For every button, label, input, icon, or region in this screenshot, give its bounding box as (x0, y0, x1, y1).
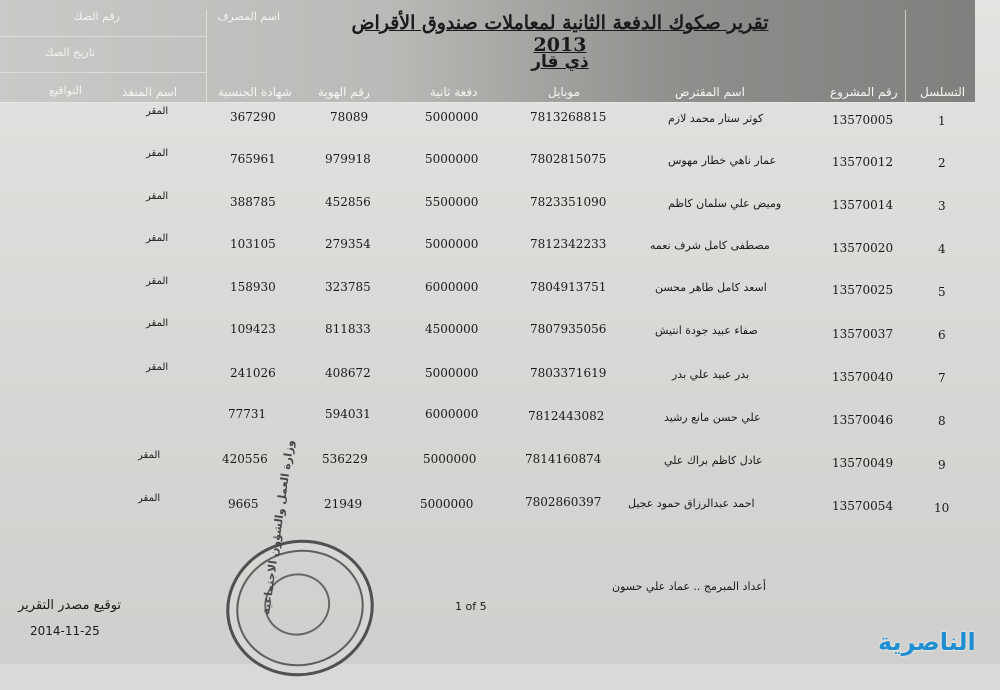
serial-cell: 9 (938, 458, 946, 472)
project-cell: 13570005 (832, 113, 894, 127)
header-divider (0, 36, 206, 37)
mobile-cell: 7813268815 (530, 110, 607, 124)
header-bottom-rule (0, 102, 975, 103)
name-cell: اسعد كامل طاهر محسن (655, 281, 767, 294)
nationality-cell: 77731 (228, 407, 267, 421)
payment-cell: 5000000 (423, 452, 477, 466)
mobile-cell: 7812443082 (528, 409, 605, 423)
executor-cell: المقر (146, 276, 169, 287)
id-cell: 536229 (322, 452, 368, 466)
id-cell: 21949 (324, 497, 363, 511)
serial-cell: 8 (938, 414, 946, 428)
id-cell: 594031 (325, 407, 371, 421)
id-cell: 279354 (325, 237, 371, 251)
project-cell: 13570040 (832, 370, 894, 384)
cheque-number-label: رقم الصك (73, 10, 120, 23)
executor-cell: المقر (146, 106, 169, 117)
serial-cell: 4 (938, 242, 946, 256)
nationality-cell: 388785 (230, 195, 276, 209)
name-cell: علي حسن مانع رشيد (664, 411, 761, 424)
name-cell: وميض علي سلمان كاظم (668, 197, 782, 210)
payment-cell: 5000000 (425, 110, 479, 124)
mobile-cell: 7814160874 (525, 452, 602, 466)
executor-cell: المقر (146, 233, 169, 244)
serial-cell: 7 (938, 371, 946, 385)
signatures-label: التواقيع (49, 84, 82, 97)
col-serial: التسلسل (920, 85, 966, 99)
project-cell: 13570020 (832, 241, 894, 255)
table-row (0, 409, 1000, 429)
id-cell: 408672 (325, 366, 371, 380)
watermark-logo: الناصرية (878, 628, 976, 656)
nationality-cell: 367290 (230, 110, 276, 124)
executor-cell: المقر (146, 318, 169, 329)
name-cell: بدر عبيد علي بدر (672, 368, 750, 381)
payment-cell: 4500000 (425, 322, 479, 336)
mobile-cell: 7823351090 (530, 195, 607, 209)
table-row (0, 148, 1000, 172)
header-divider (206, 10, 207, 102)
serial-cell: 6 (938, 328, 946, 342)
nationality-cell: 9665 (228, 497, 259, 511)
col-project-number: رقم المشروع (830, 85, 898, 99)
project-cell: 13570037 (832, 327, 894, 341)
table-row (0, 106, 1000, 130)
name-cell: مصطفى كامل شرف نعمه (650, 239, 770, 252)
nationality-cell: 765961 (230, 152, 276, 166)
payment-cell: 6000000 (425, 280, 479, 294)
executor-cell: المقر (146, 191, 169, 202)
id-cell: 811833 (325, 322, 371, 336)
col-borrower-name: اسم المقترض (675, 85, 745, 99)
header-divider (905, 10, 906, 102)
col-mobile: موبايل (548, 85, 581, 99)
nationality-cell: 109423 (230, 322, 276, 336)
col-executor-name: اسم المنفذ (122, 85, 178, 99)
report-title: تقرير صكوك الدفعة الثانية لمعاملات صندوق الأقراض 2013 (351, 12, 769, 56)
payment-cell: 6000000 (425, 407, 479, 421)
project-cell: 13570049 (832, 456, 894, 470)
report-signature-label: توقيع مصدر التقرير (18, 598, 122, 613)
stamp-text: وزارة العمل والشؤون الاجتماعية (259, 439, 297, 616)
serial-cell: 5 (938, 285, 946, 299)
header-divider (0, 72, 206, 73)
mobile-cell: 7807935056 (530, 322, 607, 336)
governorate-subtitle: ذي قار (531, 52, 589, 72)
payment-cell: 5500000 (425, 195, 479, 209)
project-cell: 13570054 (832, 499, 894, 513)
name-cell: احمد عبدالرزاق حمود عجيل (628, 497, 755, 510)
project-cell: 13570014 (832, 198, 894, 212)
table-row (0, 362, 1000, 386)
serial-cell: 3 (938, 199, 946, 213)
project-cell: 13570012 (832, 155, 894, 169)
payment-cell: 5000000 (420, 497, 474, 511)
table-row (0, 276, 1000, 300)
nationality-cell: 158930 (230, 280, 276, 294)
cheque-date-label: تاريخ الصك (44, 46, 95, 59)
report-date: 2014-11-25 (30, 624, 100, 638)
payment-cell: 5000000 (425, 152, 479, 166)
id-cell: 452856 (325, 195, 371, 209)
nationality-cell: 420556 (222, 452, 268, 466)
executor-cell: المقر (146, 148, 169, 159)
table-row (0, 191, 1000, 215)
table-row (0, 233, 1000, 257)
name-cell: عادل كاظم براك علي (664, 454, 763, 467)
executor-cell: المقر (146, 362, 169, 373)
id-cell: 979918 (325, 152, 371, 166)
page-indicator: 1 of 5 (455, 600, 487, 613)
table-row (0, 495, 1000, 515)
mobile-cell: 7802860397 (525, 495, 602, 509)
col-id-number: رقم الهوية (318, 85, 370, 99)
executor-cell: المقر (138, 493, 161, 504)
name-cell: صفاء عبيد جودة انتيش (655, 324, 758, 337)
executor-cell: المقر (138, 450, 161, 461)
serial-cell: 10 (934, 501, 950, 515)
payment-cell: 5000000 (425, 237, 479, 251)
mobile-cell: 7812342233 (530, 237, 607, 251)
nationality-cell: 103105 (230, 237, 276, 251)
serial-cell: 1 (938, 114, 946, 128)
col-second-payment: دفعة ثانية (430, 85, 478, 99)
project-cell: 13570046 (832, 413, 894, 427)
mobile-cell: 7802815075 (530, 152, 607, 166)
nationality-cell: 241026 (230, 366, 276, 380)
mobile-cell: 7803371619 (530, 366, 607, 380)
bank-name-label: اسم المصرف (217, 10, 280, 23)
name-cell: كوثر ستار محمد لازم (668, 112, 764, 125)
id-cell: 323785 (325, 280, 371, 294)
payment-cell: 5000000 (425, 366, 479, 380)
col-nationality-cert: شهادة الجنسية (218, 85, 292, 99)
table-row (0, 318, 1000, 342)
mobile-cell: 7804913751 (530, 280, 607, 294)
table-row (0, 452, 1000, 472)
project-cell: 13570025 (832, 283, 894, 297)
serial-cell: 2 (938, 156, 946, 170)
id-cell: 78089 (330, 110, 369, 124)
prepared-by-note: أعداد المبرمج .. عماد علي حسون (612, 580, 766, 593)
name-cell: عمار ناهي خطار مهوس (668, 154, 777, 167)
